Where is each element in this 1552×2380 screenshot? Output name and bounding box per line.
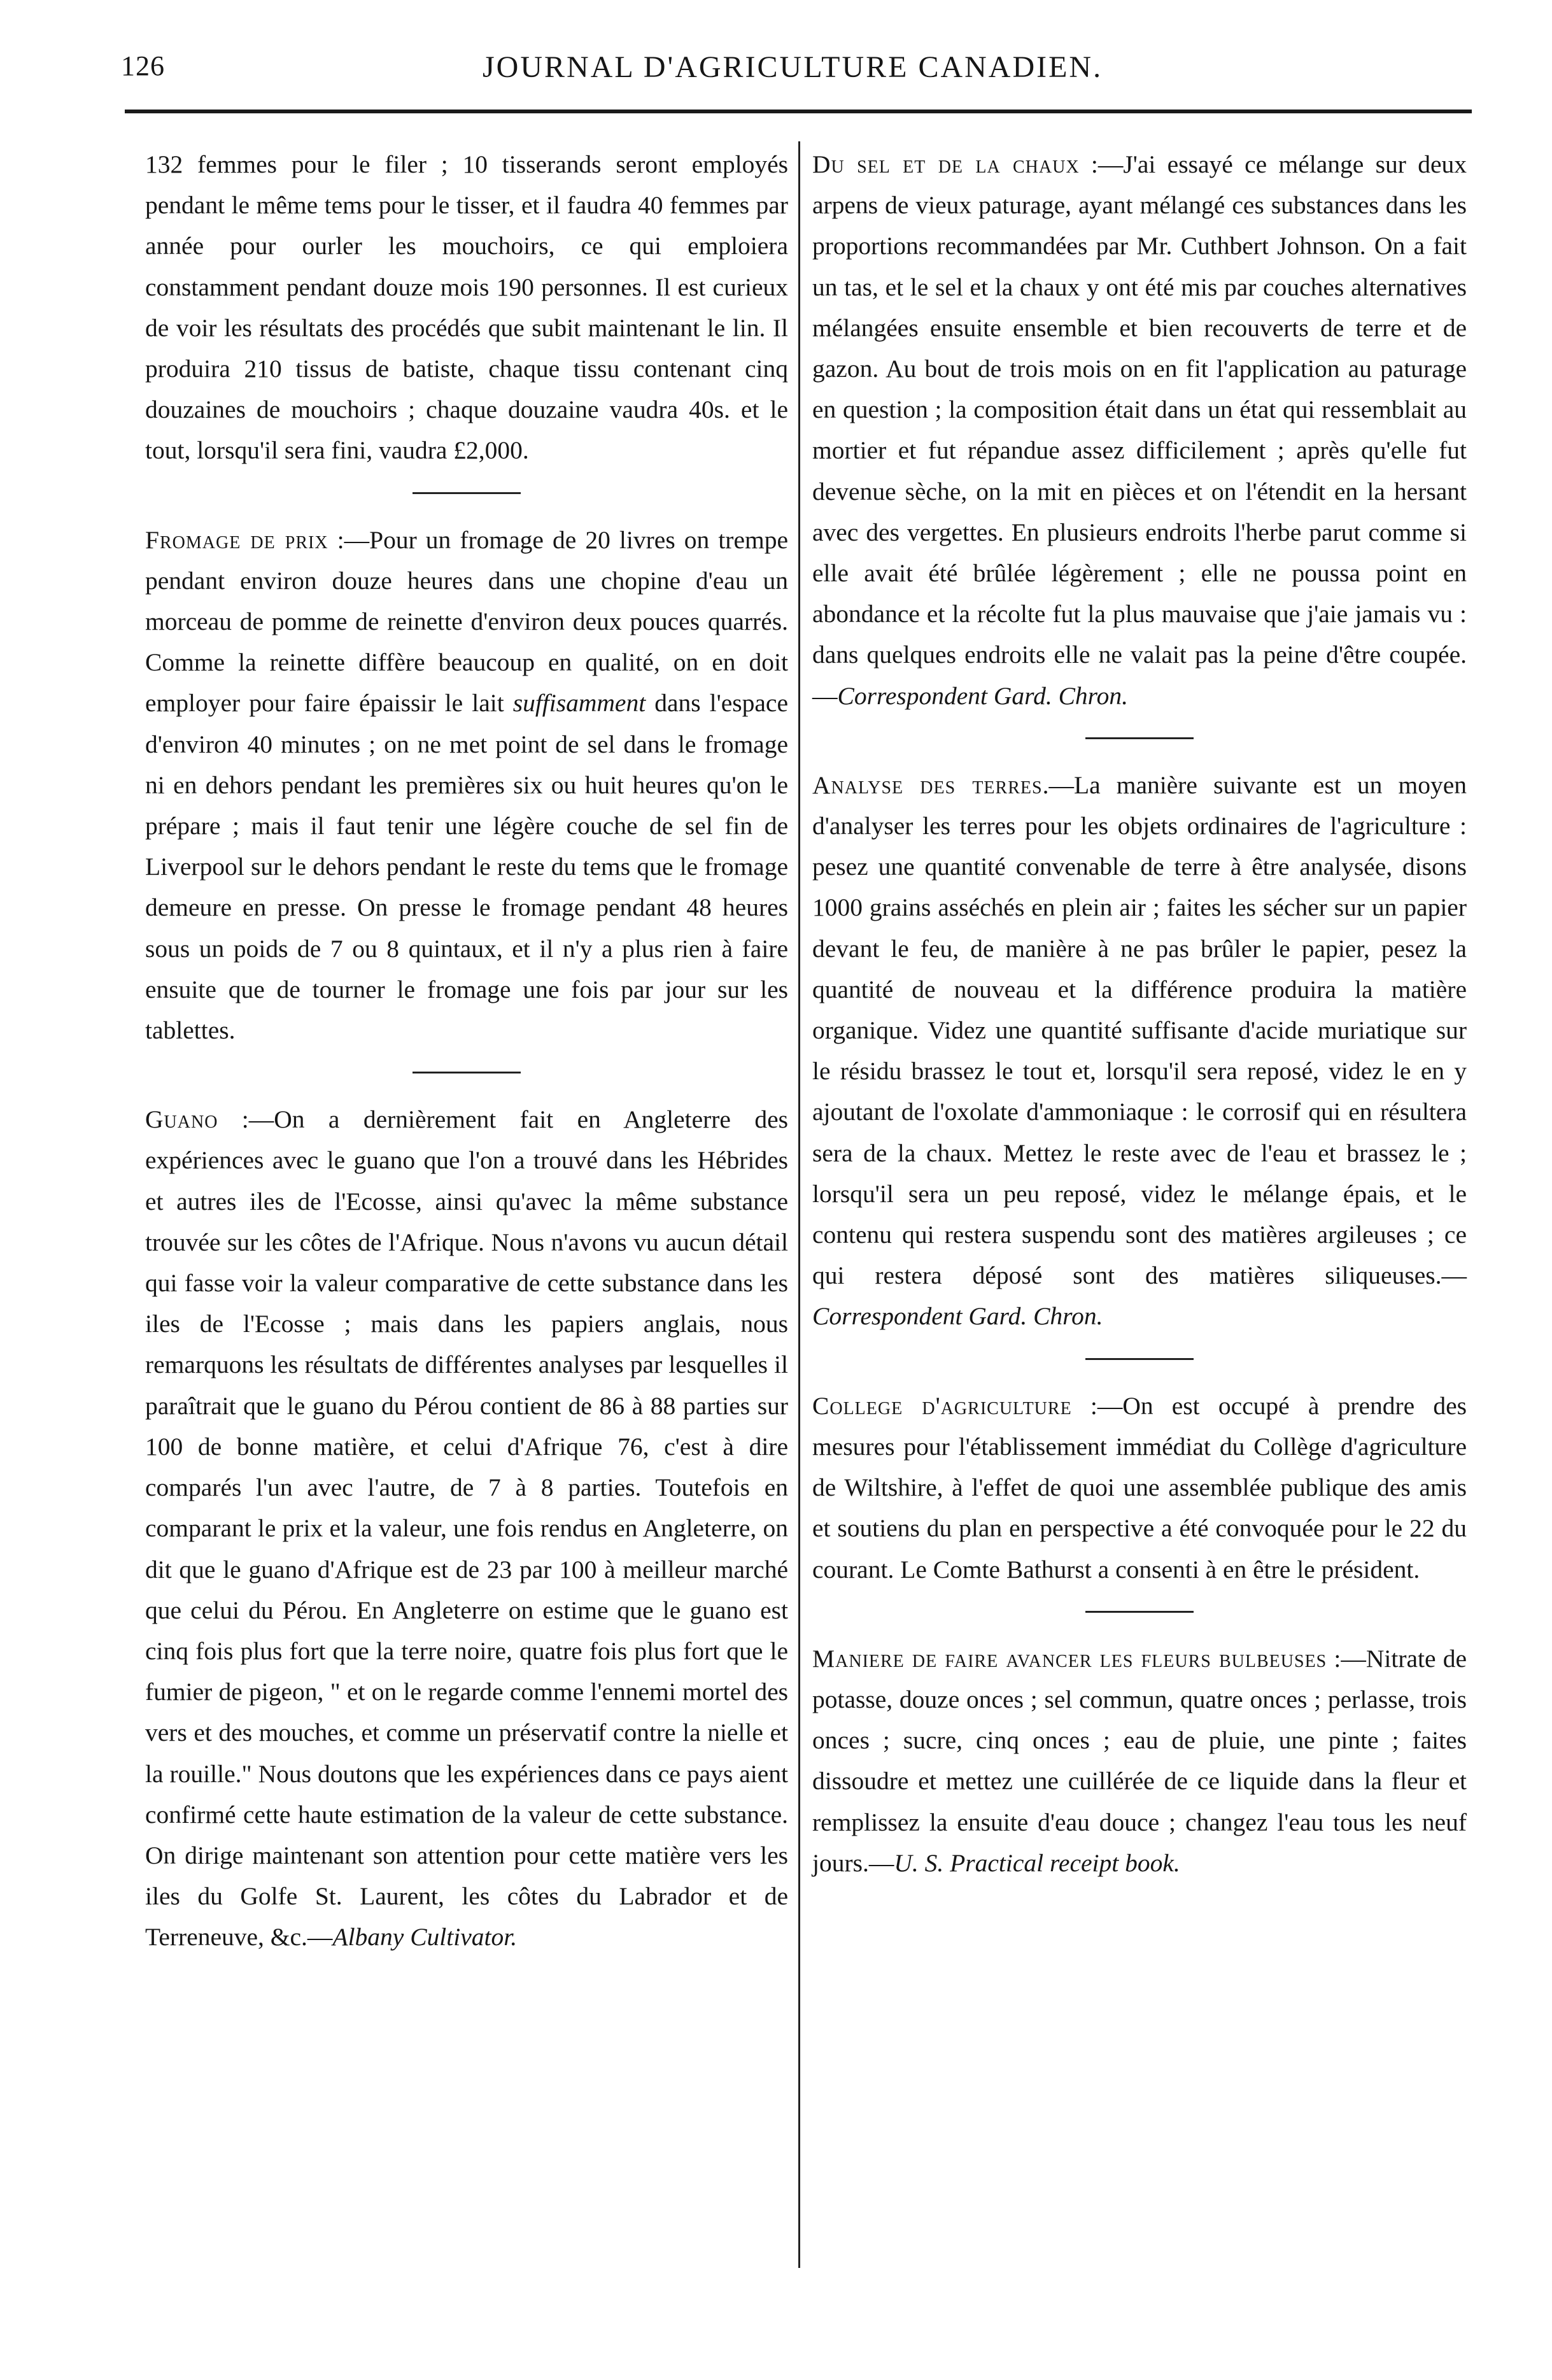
article-separator: [413, 492, 521, 494]
college-body: :—On est occupé à prendre des mesures pour l'établissement immédiat du Collège d'agriculture de Wiltshire, à l'effet de quoi une assemblée publique des amis et soutiens du plan en perspective a été convoquée pour le 22 du courant. Le Comte Bathurst a consenti à en être le président.: [812, 1391, 1467, 1583]
guano-body: :—On a dernièrement fait en Angleterre des expériences avec le guano que l'on a trouvé dans les Hébrides et autres iles de l'Ecosse, ainsi qu'avec la même substance trouvée sur les côtes de l'Afrique. Nous n'avons vu aucun détail qui fasse voir la valeur comparative de cette substance dans les iles de l'Ecosse ; mais dans les papiers anglais, nous remarquons les résultats de différentes analyses par lesquelles il paraîtrait que le guano du Pérou contient de 86 à 88 parties sur 100 de bonne matière, et celui d'Afrique 76, c'est à dire comparés l'un avec l'autre, de 7 à 8 parties. Toutefois en comparant le prix et la valeur, une fois rendus en Angleterre, on dit que le guano d'Afrique est de 23 par 100 à meilleur marché que celui du Pérou. En Angleterre on estime que le guano est cinq fois plus fort que la terre noire, quatre fois plus fort que le fumier de pigeon, " et on le regarde comme l'ennemi mortel des vers et des mouches, et comme un préservatif contre la nielle et la rouille." Nous doutons que les expériences dans ce pays aient confirmé cette haute estimation de la valeur de cette substance. On dirige maintenant son attention pour cette matière vers les iles du Golfe St. Laurent, les côtes du Labrador et de Terreneuve, &c.—: [145, 1105, 788, 1951]
fromage-body-after: dans l'espace d'environ 40 minutes ; on ne met point de sel dans le fromage ni en dehors pendant les premières six ou huit heures qu'on le prépare ; mais il faut tenir une légère couche de sel fin de Liverpool sur le dehors pendant le reste du tems que le fromage demeure en presse. On presse le fromage pendant 48 heures sous un poids de 7 ou 8 quintaux, et il n'y a plus rien à faire ensuite que de tourner le fromage une fois par jour sur les tablettes.: [145, 689, 788, 1045]
fleurs-body: :—Nitrate de potasse, douze onces ; sel commun, quatre onces ; perlasse, trois onces ; sucre, cinq onces ; eau de pluie, une pinte ; faites dissoudre et mettez une cuillérée de ce liquide dans la fleur et remplissez la ensuite d'eau douce ; changez l'eau tous les neuf jours.—: [812, 1644, 1467, 1877]
guano-heading: Guano: [145, 1105, 218, 1134]
continuation-body: 132 femmes pour le filer ; 10 tisserands seront employés pendant le même tems pour le tisser, et il faudra 40 femmes par année pour ourler les mouchoirs, ce qui emploiera constamment pendant douze mois 190 personnes. Il est curieux de voir les résultats des procédés que subit maintenant le lin. Il produira 210 tissus de batiste, chaque tissu contenant cinq douzaines de mouchoirs ; chaque douzaine vaudra 40s. et le tout, lorsqu'il sera fini, vaudra £2,000.: [145, 150, 788, 465]
fromage-emphasis: suffisamment: [512, 689, 646, 718]
fromage-heading: Fromage de prix: [145, 525, 328, 554]
article-sel-chaux: [812, 144, 1467, 716]
analyse-signature: Correspondent Gard. Chron.: [812, 1302, 1103, 1331]
left-column: [145, 144, 788, 1958]
article-analyse: [812, 765, 1467, 1337]
fromage-body-before: :—Pour un fromage de 20 livres on trempe pendant environ douze heures dans une chopine d'eau un morceau de pomme de reinette d'environ deux pouces quarrés. Comme la reinette diffère beaucoup en qualité, on en doit employer pour faire épaissir le lait: [145, 525, 788, 718]
journal-title: JOURNAL D'AGRICULTURE CANADIEN.: [483, 50, 1103, 84]
sel-chaux-signature: Correspondent Gard. Chron.: [837, 681, 1128, 710]
analyse-body: .—La manière suivante est un moyen d'analyser les terres pour les objets ordinaires de l'agriculture : pesez une quantité convenable de terre à être analysée, disons 1000 grains asséchés en plein air ; faites les sécher sur un papier devant le feu, de manière à ne pas brûler le papier, pesez la quantité de nouveau et la différence produira la matière organique. Videz une quantité suffisante d'acide muriatique sur le résidu brassez le tout et, lorsqu'il sera reposé, videz le en y ajoutant de l'oxolate d'ammoniaque : le corrosif qui en résultera sera de la chaux. Mettez le reste avec de l'eau et brassez le ; lorsqu'il sera un peu reposé, videz le mélange épais, et le contenu qui restera suspendu sont des matières argileuses ; ce qui restera déposé sont des matières siliqueuses.—: [812, 770, 1467, 1290]
header-rule: [125, 110, 1472, 113]
article-fromage: [145, 520, 788, 1051]
analyse-heading: Analyse des terres: [812, 770, 1043, 799]
page-number: 126: [121, 50, 165, 81]
article-college: [812, 1385, 1467, 1590]
article-separator: [1085, 1611, 1194, 1613]
article-separator: [1085, 737, 1194, 739]
article-separator: [413, 1072, 521, 1073]
fleurs-heading: Maniere de faire avancer les fleurs bulbeuses: [812, 1644, 1327, 1673]
guano-signature: Albany Cultivator.: [332, 1923, 518, 1951]
college-heading: College d'agriculture: [812, 1391, 1072, 1420]
article-fleurs: [812, 1638, 1467, 1883]
sel-chaux-body: :—J'ai essayé ce mélange sur deux arpens de vieux paturage, ayant mélangé ces substances dans les proportions recommandées par Mr. Cuthbert Johnson. On a fait un tas, et le sel et la chaux y ont été mis par couches alternatives mélangées ensuite ensemble et bien recouverts de terre et de gazon. Au bout de trois mois on en fit l'application au paturage en question ; la composition était dans un état qui ressemblait au mortier et fut répandue assez difficilement ; après qu'elle fut devenue sèche, on la mit en pièces et on l'étendit en la hersant avec des vergettes. En plusieurs endroits l'herbe parut comme si elle avait été brûlée légèrement ; elle ne poussa point en abondance et la récolte fut la plus mauvaise que j'aie jamais vu : dans quelques endroits elle ne valait pas la peine d'être coupée.—: [812, 150, 1467, 710]
article-guano: [145, 1099, 788, 1957]
article-continuation: [145, 144, 788, 471]
sel-chaux-heading: Du sel et de la chaux: [812, 150, 1080, 178]
right-column: [812, 144, 1467, 1883]
article-separator: [1085, 1358, 1194, 1360]
running-head: [121, 50, 1471, 96]
fleurs-signature: U. S. Practical receipt book.: [894, 1848, 1180, 1877]
column-divider: [798, 141, 800, 2268]
